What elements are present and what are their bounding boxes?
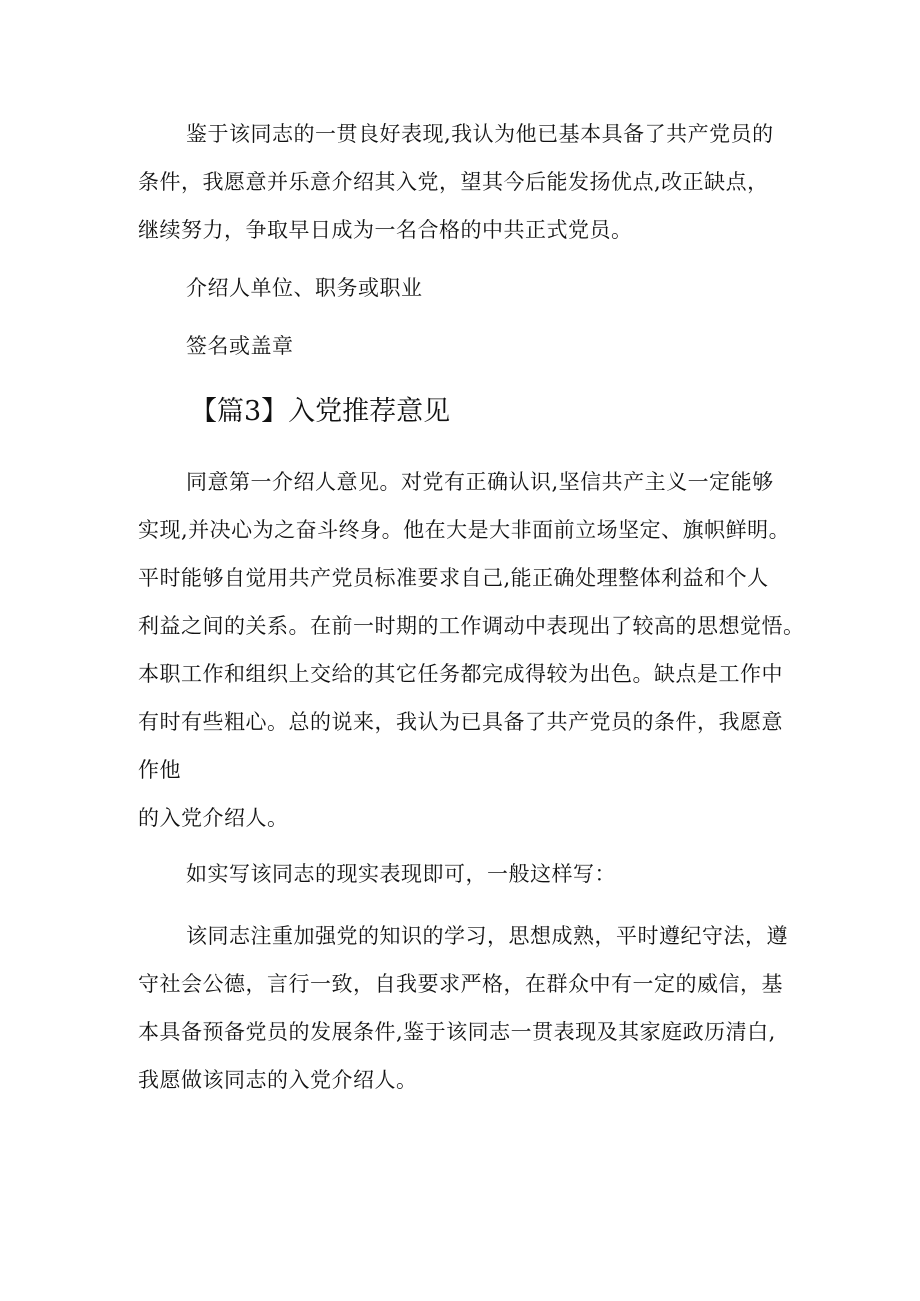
text-line: 该同志注重加强党的知识的学习，思想成熟，平时遵纪守法，遵 bbox=[186, 924, 788, 948]
text-line: 作他 bbox=[138, 758, 181, 782]
text-line: 条件，我愿意并乐意介绍其入党，望其今后能发扬优点,改正缺点， bbox=[138, 170, 769, 194]
paragraph-sample-opinion bbox=[138, 912, 788, 1104]
text-line: 本职工作和组织上交给的其它任务都完成得较为出色。缺点是工作中 bbox=[138, 662, 783, 686]
paragraph-second-introducer-opinion bbox=[138, 458, 805, 842]
paragraph-instruction: 如实写该同志的现实表现即可，一般这样写： bbox=[186, 862, 616, 886]
text-line: 平时能够自觉用共产党员标准要求自己,能正确处理整体利益和个人 bbox=[138, 566, 769, 590]
section-heading: 【篇3】入党推荐意见 bbox=[190, 396, 451, 427]
text-line: 鉴于该同志的一贯良好表现,我认为他已基本具备了共产党员的 bbox=[186, 122, 774, 146]
text-line: 同意第一介绍人意见。对党有正确认识,坚信共产主义一定能够 bbox=[186, 470, 774, 494]
introducer-unit-label: 介绍人单位、职务或职业 bbox=[186, 276, 423, 300]
paragraph-recommendation-conclusion bbox=[138, 110, 788, 254]
text-line: 实现,并决心为之奋斗终身。他在大是大非面前立场坚定、旗帜鲜明。 bbox=[138, 518, 791, 542]
text-line: 守社会公德，言行一致，自我要求严格，在群众中有一定的威信，基 bbox=[138, 972, 783, 996]
text-line: 继续努力，争取早日成为一名合格的中共正式党员。 bbox=[138, 218, 633, 242]
text-line: 利益之间的关系。在前一时期的工作调动中表现出了较高的思想觉悟。 bbox=[138, 614, 805, 638]
text-line: 的入党介绍人。 bbox=[138, 806, 289, 830]
signature-label: 签名或盖章 bbox=[186, 334, 294, 358]
text-line: 有时有些粗心。总的说来，我认为已具备了共产党员的条件，我愿意 bbox=[138, 710, 783, 734]
text-line: 本具备预备党员的发展条件,鉴于该同志一贯表现及其家庭政历清白, bbox=[138, 1020, 776, 1044]
text-line: 我愿做该同志的入党介绍人。 bbox=[138, 1068, 418, 1092]
